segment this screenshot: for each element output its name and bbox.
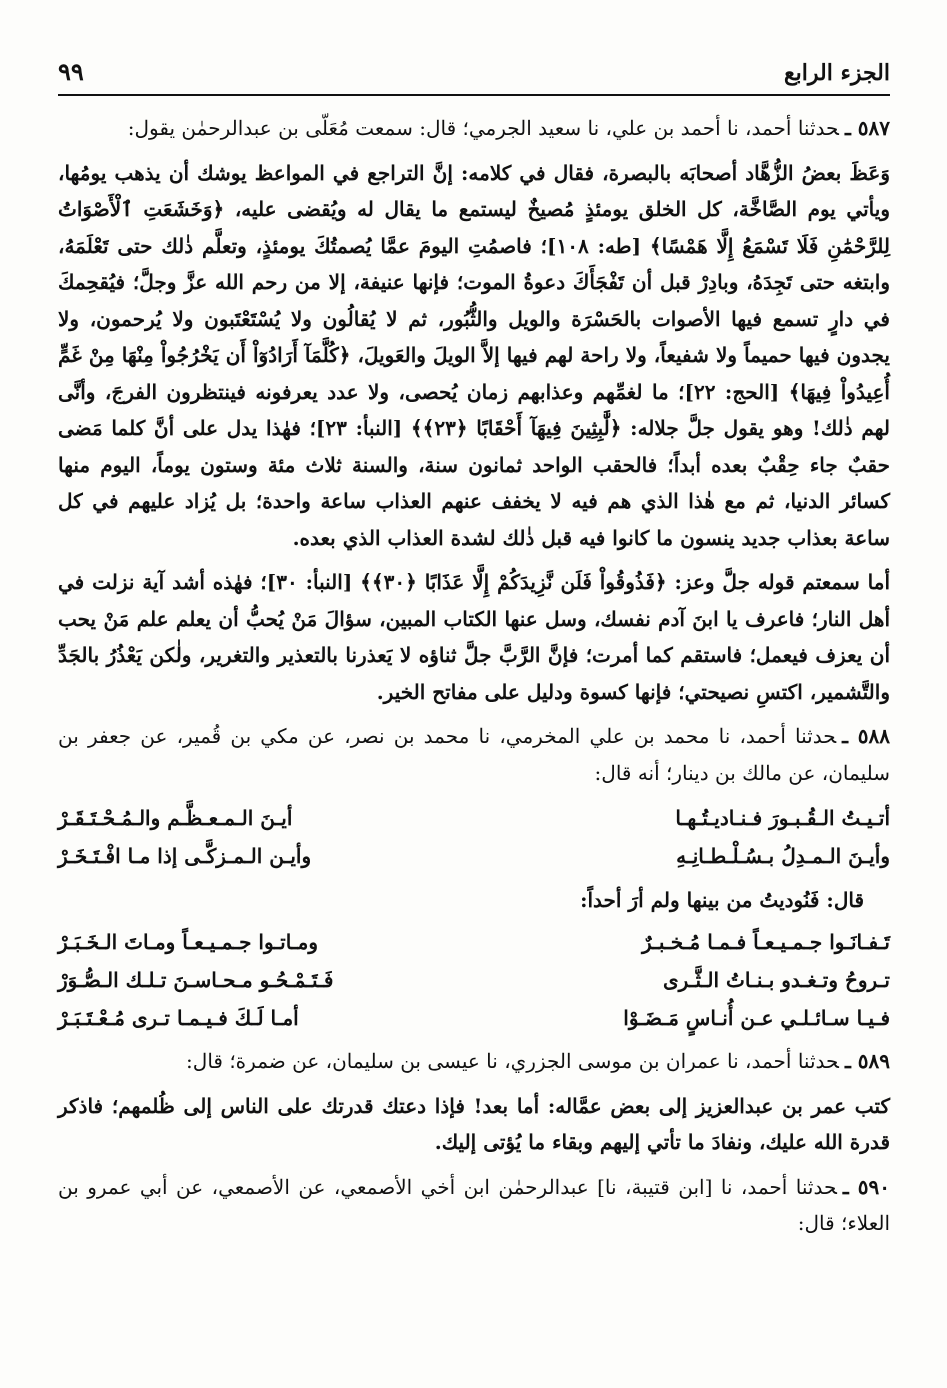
qala-line: قال: فَنُوديتُ من بينها ولم أرَ أحداً: — [580, 888, 864, 912]
poem-block-1 — [58, 799, 890, 875]
paragraph-590 — [58, 1169, 890, 1242]
hadith-number: ٥٩٠ ـ — [842, 1174, 890, 1199]
verse-first-hemistich: تـروحُ وتـغـدو بـنـاتُ الـثَّـرى — [662, 968, 890, 992]
paragraph-588 — [58, 718, 890, 791]
book-page — [58, 52, 890, 1250]
verse-second-hemistich: أيـنَ الـمـعـظَّـم والـمُـحْـتَـقَـرْ — [58, 806, 293, 830]
paragraph-589 — [58, 1043, 890, 1080]
paragraph-text: حدثنا أحمد، نا [ابن قتيبة، نا] عبدالرحمٰن ابن أخي الأصمعي، عن الأصمعي، عن أبي عمرو بن العلاء؛ قال: — [58, 1174, 890, 1235]
paragraph-umar-letter: كتب عمر بن عبدالعزيز إلى بعض عمَّاله: أما بعد! فإذا دعتك قدرتك على الناس إلى ظُلمهم؛ فاذكر قدرة الله عليك، ونفادَ ما تأتي إليهم وبقاء ما يُؤتى إليك. — [58, 1093, 890, 1154]
paragraph-text: حدثنا أحمد، نا أحمد بن علي، نا سعيد الجرمي؛ قال: سمعت مُعَلّى بن عبدالرحمٰن يقول: — [127, 116, 839, 140]
header-rule — [58, 94, 890, 96]
hadith-number: ٥٨٩ ـ — [844, 1049, 890, 1073]
verse-line — [58, 837, 890, 875]
page-number: ٩٩ — [58, 57, 84, 86]
verse-line — [58, 923, 890, 961]
verse-second-hemistich: وأيـن الـمـزكَّـى إذا مـا افْـتَـخَـرْ — [58, 844, 312, 868]
verse-second-hemistich: فَـتَـمْـحُـو مـحـاسـنَ تـلـك الـصُّـوَرْ — [58, 968, 334, 992]
hadith-number: ٥٨٨ ـ — [842, 724, 890, 748]
paragraph-sermon: وَعَظَ بعضُ الزُّهَّاد أصحابَه بالبصرة، فقال في كلامه: إنَّ التراجع في المواعظ يوشك أن يذهب يومُها، ويأتي يوم الصَّاخَّة، كل الخلق يومئذٍ مُصيخٌ ليستمع ما يقال له ويُقضى عليه، ﴿وَخَشَعَتِ ٱلْأَصْوَاتُ لِلرَّحْمَٰنِ فَلَا تَسْمَعُ إِلَّا هَمْسًا﴾ [طه: ١٠٨]؛ فاصمُتِ اليومَ عمَّا يُصمتُكَ يومئذٍ، وتعلَّم ذٰلك حتى تَعْلَمَهُ، وابتغه حتى تَجِدَهُ، وبادِرْ قبل أن تَفْجَأَكَ دعوةُ الموت؛ فإنها عنيفة، إلا من رحم الله عزَّ وجلَّ؛ فيُقحِمكَ في دارٍ تسمع فيها الأصوات بالحَسْرَة والويل والثُّبُور، ثم لا يُقالُون ولا يُسْتَعْتَبون ولا يُرحمون، ولا يجدون فيها حميماً ولا شفيعاً، ولا راحة لهم فيها إلاَّ الويلَ والعَويلَ، ﴿كُلَّمَآ أَرَادُوٓاْ أَن يَخْرُجُواْ مِنْهَا مِنْ غَمٍّ أُعِيدُواْ فِيهَا﴾ [الحج: ٢٢]؛ ما لغمِّهم وعذابهم زمان يُحصى، ولا عدد يعرفونه فينتظرون الفرجَ، وأنَّى لهم ذٰلك! وهو يقول جلَّ جلاله: ﴿لَّٰبِثِينَ فِيهَآ أَحْقَابًا ﴿٢٣﴾﴾ [النبأ: ٢٣]؛ فهٰذا يدل على أنَّ كلما مَضى حقبٌ جاء حِقْبٌ بعده أبداً؛ فالحقب الواحد ثمانون سنة، والسنة ثلاث مئة وستون يوماً، اليوم منها كسائر الدنيا، ثم مع هٰذا الذي هم فيه لا يخفف عنهم العذاب ساعة واحدة؛ بل يُزاد عليهم في كل ساعة بعذاب جديد ينسون ما كانوا فيه قبل ذٰلك لشدة العذاب الذي بعده. — [58, 160, 891, 550]
verse-second-hemistich: ومـاتـوا جـمـيـعـاً ومـاتَ الـخَـبَـرْ — [58, 930, 319, 954]
paragraph-text: حدثنا أحمد، نا محمد بن علي المخرمي، نا محمد بن نصر، عن مكي بن قُمير، عن جعفر بن سليمان، عن مالك بن دينار؛ أنه قال: — [58, 724, 890, 785]
verse-first-hemistich: أتـيـتُ الـقُـبـورَ فـنـاديـتُـهـا — [675, 806, 890, 830]
paragraph-text: حدثنا أحمد، نا عمران بن موسى الجزري، نا عيسى بن سليمان، عن ضمرة؛ قال: — [186, 1049, 839, 1073]
poem-block-2 — [58, 923, 890, 1037]
verse-first-hemistich: تَـفـانَـوا جـمـيـعـاً فـمـا مُـخـبـرٌ — [641, 930, 890, 954]
verse-first-hemistich: فـيـا سـائـلـي عـن أُنـاسٍ مَـضَـوْا — [623, 1006, 890, 1030]
paragraph-587 — [58, 110, 890, 147]
hadith-number: ٥٨٧ ـ — [844, 116, 890, 140]
verse-first-hemistich: وأيـنَ الـمـدِلُ بـسُـلْـطـانِـهِ — [676, 844, 890, 868]
paragraph-sermon-cont: أما سمعتم قوله جلَّ وعز: ﴿فَذُوقُواْ فَلَن نَّزِيدَكُمْ إِلَّا عَذَابًا ﴿٣٠﴾﴾ [النبأ: ٣٠]؛ فهٰذه أشد آية نزلت في أهل النار؛ فاعرف يا ابنَ آدم نفسك، وسل عنها الكتاب المبين، سؤالَ مَنْ يُحبُّ أن يعلم علم مَنْ يحب أن يعزف فيعمل؛ فاستقم كما أمرت؛ فإنَّ الرَّبَّ جلَّ ثناؤه لا يَعذرنا بالتعذير والتغرير، ولٰكن يَعْذُرُ بالجَدِّ والتَّشمير، اكتسِ نصيحتي؛ فإنها كسوة ودليل على مفاتح الخير. — [58, 570, 890, 704]
verse-second-hemistich: أمـا لَـكَ فـيـمـا تـرى مُـعْـتَـبَـرْ — [58, 1006, 299, 1030]
running-header — [58, 52, 890, 86]
verse-line — [58, 961, 890, 999]
verse-line — [58, 799, 890, 837]
verse-line — [58, 999, 890, 1037]
header-title: الجزء الرابع — [783, 60, 890, 86]
